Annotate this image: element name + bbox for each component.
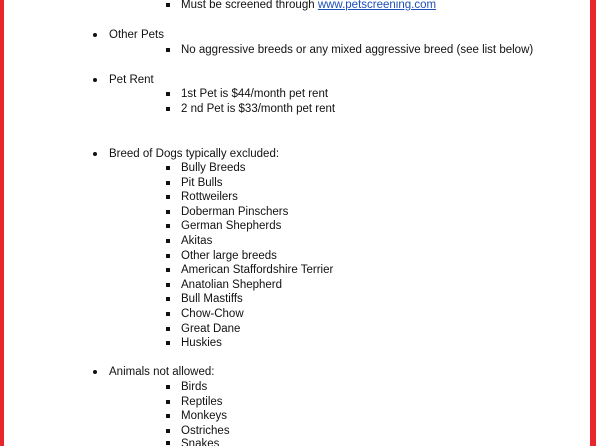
square-bullet-icon [166, 312, 170, 316]
breed-item: Pit Bulls [181, 177, 223, 189]
screening-prefix: Must be screened through [181, 0, 318, 11]
square-bullet-icon [166, 166, 170, 170]
breed-item: Bully Breeds [181, 162, 246, 174]
page-border-right [590, 0, 596, 446]
square-bullet-icon [166, 107, 170, 111]
pet-rent-item: 1st Pet is $44/month pet rent [181, 88, 329, 100]
breed-item: Rottweilers [181, 191, 238, 203]
breed-item: Chow-Chow [181, 308, 244, 320]
square-bullet-icon [166, 239, 170, 243]
breed-item: Great Dane [181, 323, 241, 335]
square-bullet-icon [166, 327, 170, 331]
animal-item: Snakes [181, 438, 220, 446]
breed-item: American Staffordshire Terrier [181, 264, 334, 276]
pet-rent-heading: Pet Rent [109, 74, 154, 86]
square-bullet-icon [166, 429, 170, 433]
square-bullet-icon [166, 3, 170, 7]
round-bullet-icon [93, 370, 97, 374]
not-allowed-heading: Animals not allowed: [109, 366, 215, 378]
animal-item: Birds [181, 381, 208, 393]
round-bullet-icon [93, 78, 97, 82]
petscreening-link[interactable]: www.petscreening.com [317, 0, 437, 11]
other-pets-item: No aggressive breeds or any mixed aggressive breed (see list below) [181, 44, 534, 56]
page-border-left [0, 0, 4, 446]
animal-item: Reptiles [181, 396, 223, 408]
breed-item: Akitas [181, 235, 213, 247]
excluded-breeds-heading: Breed of Dogs typically excluded: [109, 148, 280, 160]
animal-item: Ostriches [181, 425, 230, 437]
square-bullet-icon [166, 254, 170, 258]
square-bullet-icon [166, 48, 170, 52]
other-pets-heading: Other Pets [109, 29, 164, 41]
breed-item: German Shepherds [181, 220, 282, 232]
square-bullet-icon [166, 385, 170, 389]
square-bullet-icon [166, 224, 170, 228]
breed-item: Doberman Pinschers [181, 206, 289, 218]
round-bullet-icon [93, 152, 97, 156]
square-bullet-icon [166, 400, 170, 404]
square-bullet-icon [166, 181, 170, 185]
square-bullet-icon [166, 414, 170, 418]
square-bullet-icon [166, 441, 170, 445]
square-bullet-icon [166, 297, 170, 301]
breed-item: Other large breeds [181, 250, 277, 262]
square-bullet-icon [166, 341, 170, 345]
breed-item: Bull Mastiffs [181, 293, 243, 305]
square-bullet-icon [166, 210, 170, 214]
round-bullet-icon [93, 33, 97, 37]
animal-item: Monkeys [181, 410, 228, 422]
breed-item: Anatolian Shepherd [181, 279, 283, 291]
square-bullet-icon [166, 268, 170, 272]
pet-rent-item: 2 nd Pet is $33/month pet rent [181, 103, 336, 115]
square-bullet-icon [166, 195, 170, 199]
square-bullet-icon [166, 92, 170, 96]
breed-item: Huskies [181, 337, 222, 349]
square-bullet-icon [166, 283, 170, 287]
screening-text [181, 0, 436, 12]
